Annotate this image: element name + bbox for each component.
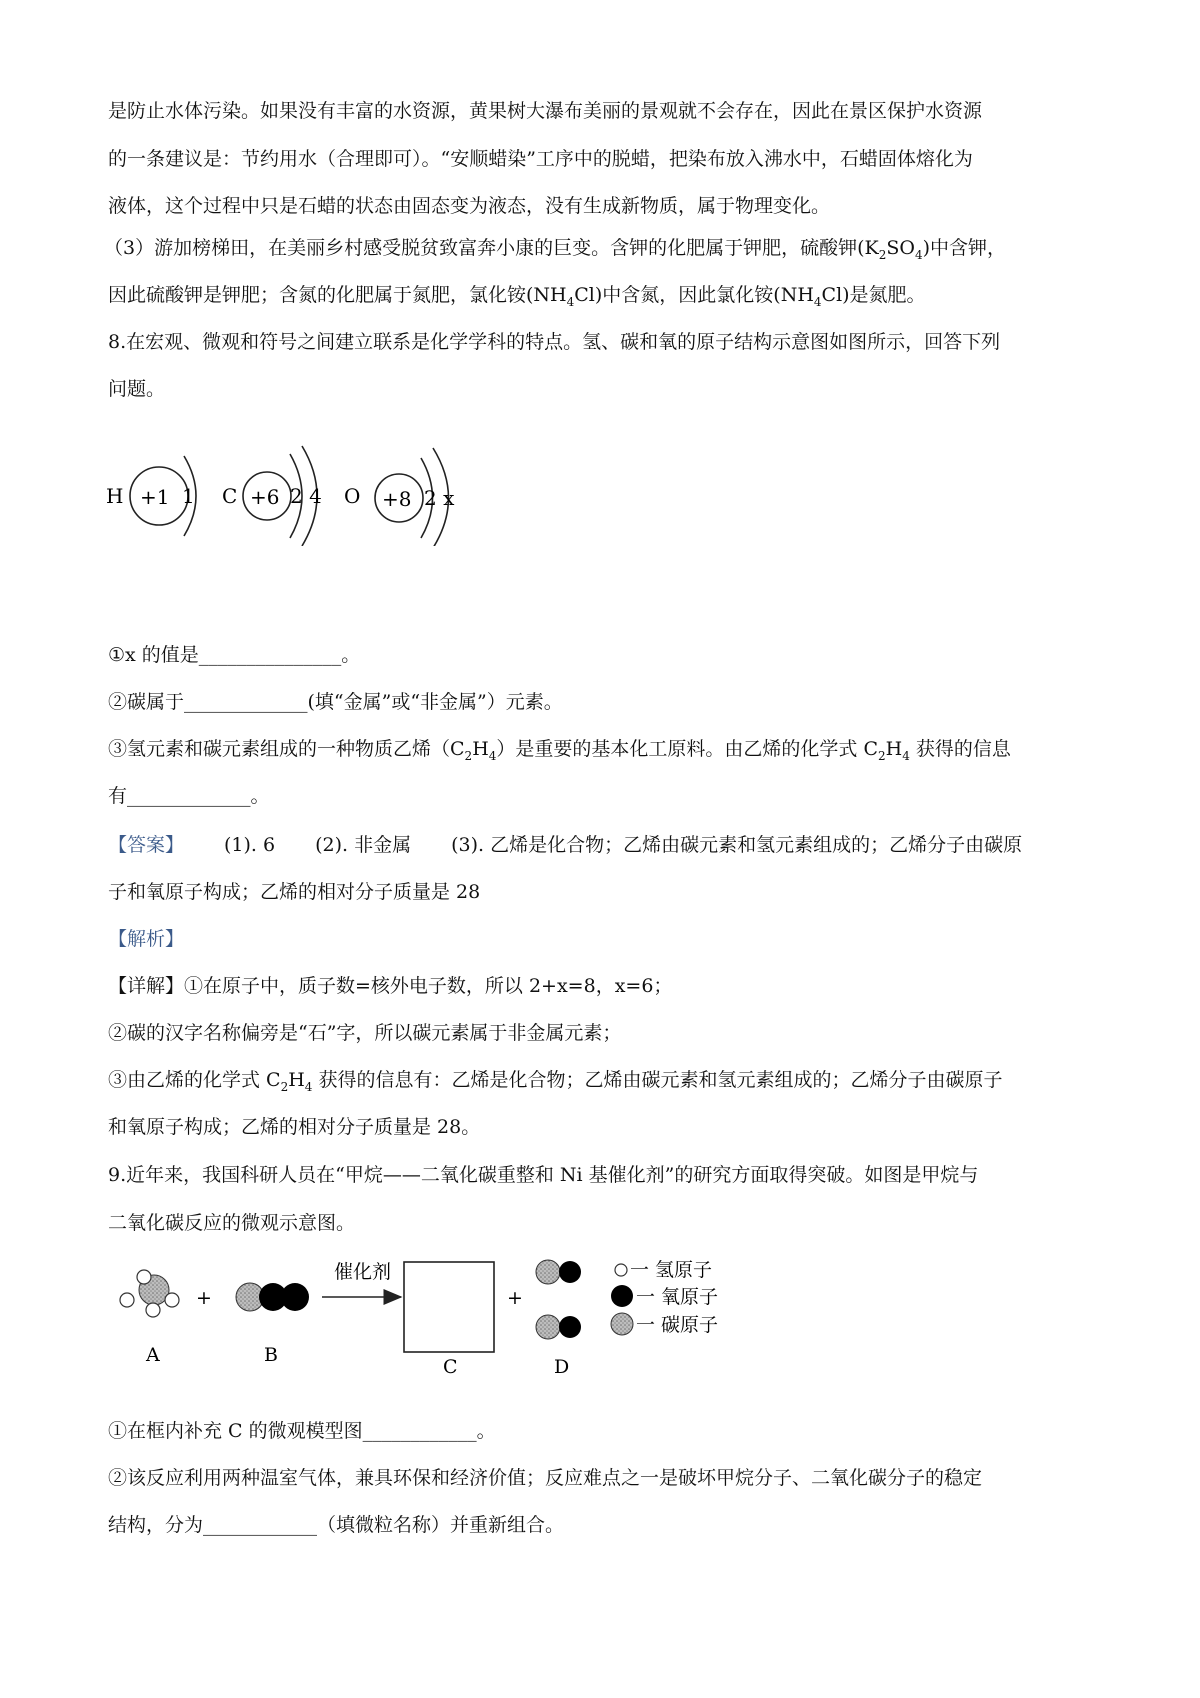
reaction-micro-diagram xyxy=(104,1248,824,1388)
intro-line: 是防止水体污染。如果没有丰富的水资源，黄果树大瀑布美丽的景观就不会存在，因此在景区保护水资源 xyxy=(108,100,983,122)
answer-tag: 【答案】 xyxy=(108,834,185,856)
carbon-dioxide-molecule-b xyxy=(236,1283,309,1311)
q8-detail: 和氧原子构成；乙烯的相对分子质量是 28。 xyxy=(108,1116,481,1138)
atom-symbol: C xyxy=(222,484,238,508)
hydrogen-atom-diagram xyxy=(106,456,196,536)
plus-sign: + xyxy=(507,1287,523,1309)
nucleus-charge: +8 xyxy=(382,487,412,511)
q8-detail: 【详解】①在原子中，质子数=核外电子数，所以 2+x=8，x=6； xyxy=(108,975,673,997)
intro-line: 的一条建议是：节约用水（合理即可）。“安顺蜡染”工序中的脱蜡，把染布放入沸水中，石蜡固体熔化为 xyxy=(108,148,973,170)
q8-detail: ②碳的汉字名称偏旁是“石”字，所以碳元素属于非金属元素； xyxy=(108,1022,622,1044)
q8-answer: 【答案】 (1). 6 (2). 非金属 (3). 乙烯是化合物；乙烯由碳元素和氢元素组成的；乙烯分子由碳原 xyxy=(108,834,1023,856)
q8-sub-question-1: ①x 的值是_______________。 xyxy=(108,644,361,666)
q8-sub-question-2: ②碳属于_____________(填“金属”或“非金属”）元素。 xyxy=(108,691,563,713)
q9-sub-question-1: ①在框内补充 C 的微观模型图____________。 xyxy=(108,1420,496,1442)
label-b: B xyxy=(264,1344,278,1366)
atomic-structure-diagram xyxy=(104,436,524,546)
legend-oxygen: 一 氧原子 xyxy=(636,1286,719,1308)
label-c: C xyxy=(443,1356,458,1378)
analysis-tag: 【解析】 xyxy=(108,928,185,950)
nucleus-charge: +6 xyxy=(250,485,280,509)
hydrogen-atom-icon xyxy=(615,1264,627,1276)
q8-stem: 问题。 xyxy=(108,378,166,400)
q9-stem: 9.近年来，我国科研人员在“甲烷——二氧化碳重整和 Ni 基催化剂”的研究方面取得突破。如图是甲烷与 xyxy=(108,1164,979,1186)
part3-line-2: 因此硫酸钾是钾肥；含氮的化肥属于氮肥，氯化铵$(NH_4Cl)$中含氮，因此氯化铵$(NH_4Cl)$是氮肥。 xyxy=(108,284,926,309)
atom-legend xyxy=(611,1259,718,1336)
electron-shell-counts: 1 xyxy=(182,484,195,508)
intro-line: 液体，这个过程中只是石蜡的状态由固态变为液态，没有生成新物质，属于物理变化。 xyxy=(108,195,831,217)
oxygen-atom-diagram xyxy=(344,448,455,546)
part3-line-1: （3）游加榜梯田，在美丽乡村感受脱贫致富奔小康的巨变。含钾的化肥属于钾肥，硫酸钾$(K_2SO_4)$中含钾， xyxy=(104,237,1006,262)
legend-hydrogen: 一 氢原子 xyxy=(630,1259,713,1281)
electron-shell-counts: 2 x xyxy=(424,486,455,510)
q8-sub-question-3: ③氢元素和碳元素组成的一种物质乙烯$(C_2H_4)$是重要的基本化工原料。由乙烯的化学式 $C_2H_4$ 获得的信息 xyxy=(108,738,1011,763)
oxygen-atom-icon xyxy=(611,1285,633,1307)
q9-sub-question-2: ②该反应利用两种温室气体，兼具环保和经济价值；反应难点之一是破坏甲烷分子、二氧化碳分子的稳定 xyxy=(108,1467,983,1489)
carbon-atom-diagram xyxy=(222,446,322,546)
answer-box-c xyxy=(404,1262,494,1352)
q8-detail: ③由乙烯的化学式 $C_2H_4$ 获得的信息有：乙烯是化合物；乙烯由碳元素和氢元素组成的；乙烯分子由碳原子 xyxy=(108,1069,1003,1094)
carbon-atom-icon xyxy=(611,1313,633,1335)
methane-molecule-a xyxy=(120,1270,179,1317)
label-d: D xyxy=(554,1356,570,1378)
q9-sub-question-2-cont: 结构，分为____________（填微粒名称）并重新组合。 xyxy=(108,1514,565,1536)
q8-stem: 8.在宏观、微观和符号之间建立联系是化学学科的特点。氢、碳和氧的原子结构示意图如图所示，回答下列 xyxy=(108,331,1001,353)
nucleus-charge: +1 xyxy=(140,485,170,509)
atom-symbol: O xyxy=(344,484,361,508)
legend-carbon: 一 碳原子 xyxy=(636,1314,719,1336)
q8-sub-question-3-cont: 有_____________。 xyxy=(108,785,270,807)
electron-shell-counts: 2 4 xyxy=(290,484,322,508)
q8-answer-cont: 子和氧原子构成；乙烯的相对分子质量是 28 xyxy=(108,881,481,903)
atom-symbol: H xyxy=(106,484,124,508)
carbon-monoxide-molecules-d xyxy=(536,1260,581,1339)
plus-sign: + xyxy=(196,1287,212,1309)
catalyst-label: 催化剂 xyxy=(334,1261,392,1283)
label-a: A xyxy=(146,1344,160,1366)
q9-stem: 二氧化碳反应的微观示意图。 xyxy=(108,1212,356,1234)
